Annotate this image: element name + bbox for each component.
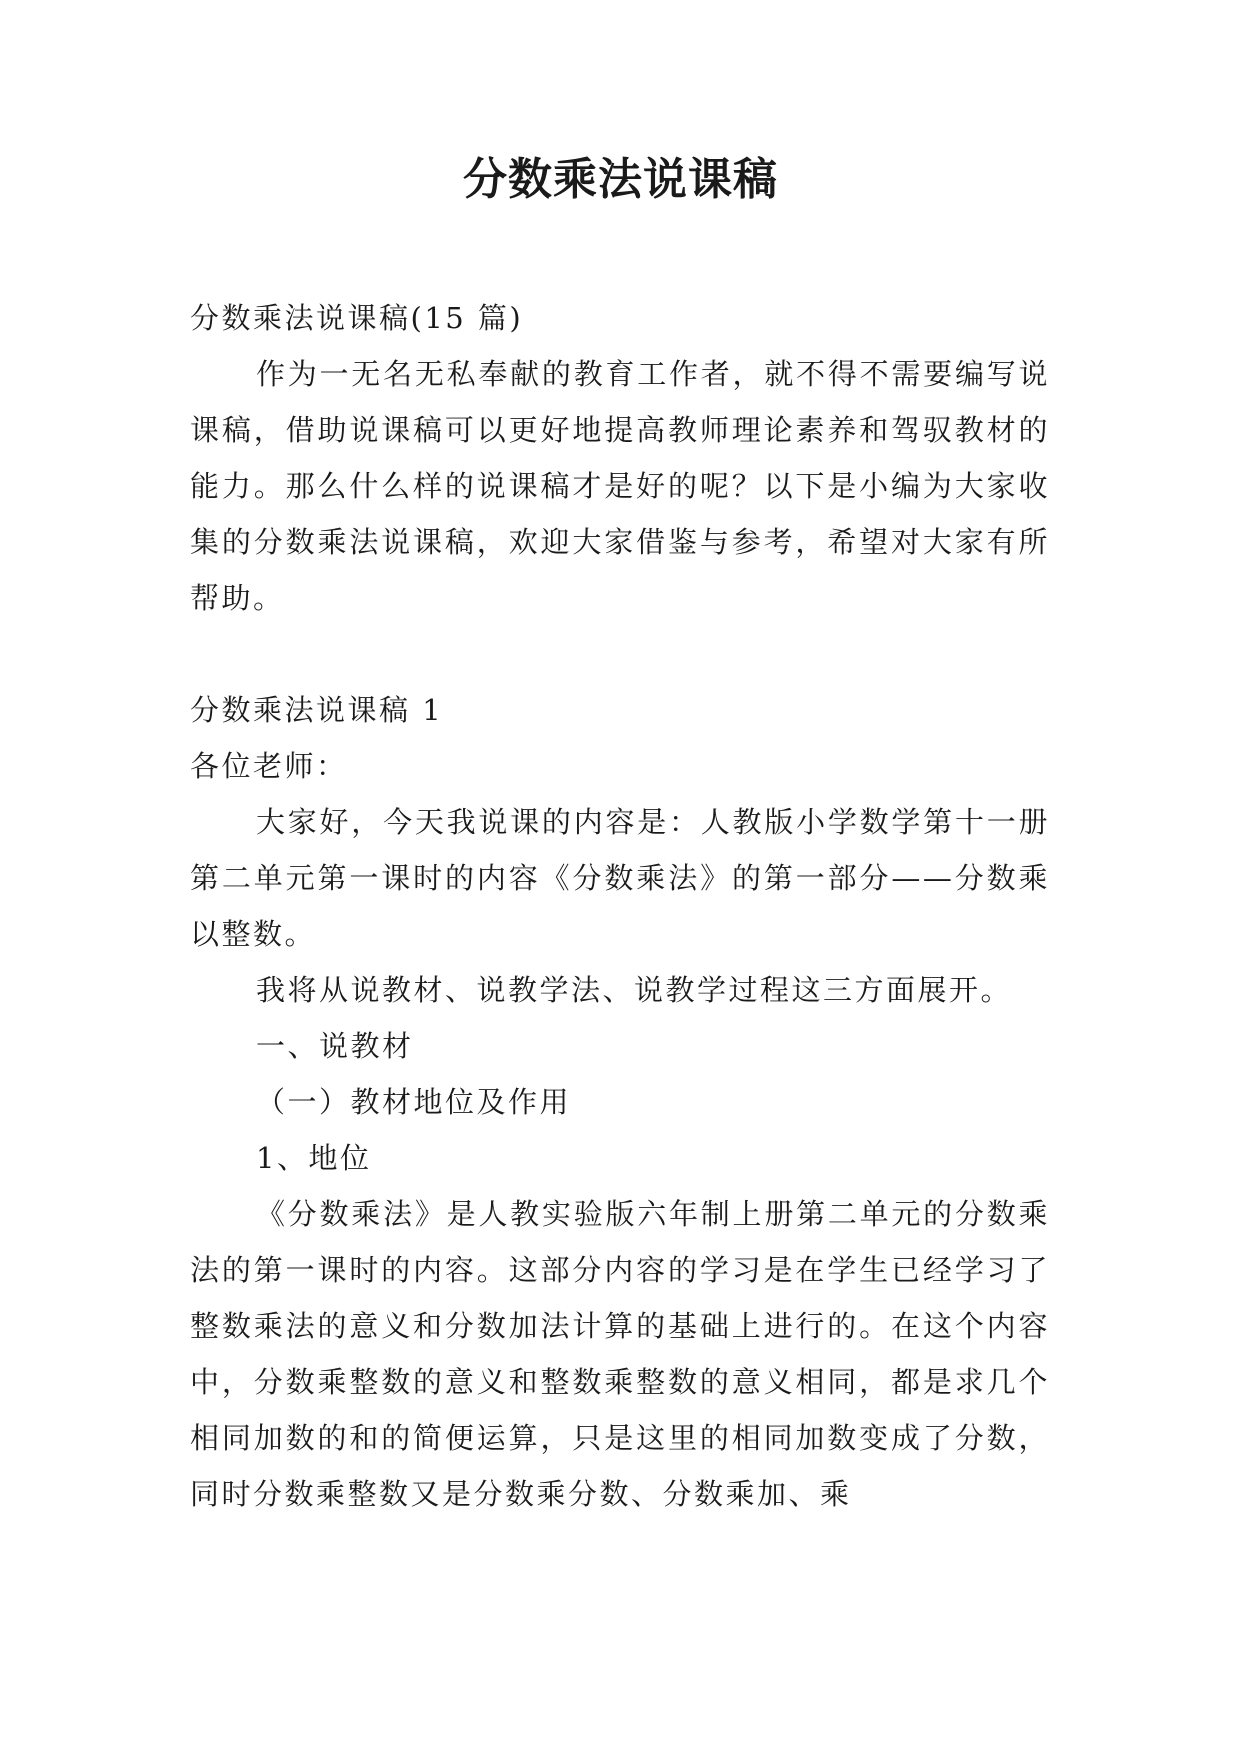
intro-paragraph: 作为一无名无私奉献的教育工作者，就不得不需要编写说课稿，借助说课稿可以更好地提高教师理论素养和驾驭教材的能力。那么什么样的说课稿才是好的呢？以下是小编为大家收集的分数乘法说课稿，欢迎大家借鉴与参考，希望对大家有所帮助。 [190,357,1050,615]
document-title: 分数乘法说课稿 [463,154,778,205]
heading-level-3: 1、地位 [256,1141,372,1175]
heading-level-2: （一）教材地位及作用 [256,1085,572,1119]
section-heading: 分数乘法说课稿 1 [190,693,444,727]
document-subtitle: 分数乘法说课稿(15 篇) [190,301,524,335]
greeting-line: 各位老师： [190,749,348,783]
paragraph-3: 《分数乘法》是人教实验版六年制上册第二单元的分数乘法的第一课时的内容。这部分内容的学习是在学生已经学习了整数乘法的意义和分数加法计算的基础上进行的。在这个内容中，分数乘整数的意义和整数乘整数的意义相同，都是求几个相同加数的和的简便运算，只是这里的相同加数变成了分数，同时分数乘整数又是分数乘分数、分数乘加、乘 [190,1197,1050,1511]
section-spacer [190,626,1050,682]
paragraph-1: 大家好，今天我说课的内容是：人教版小学数学第十一册第二单元第一课时的内容《分数乘法》的第一部分——分数乘以整数。 [190,805,1050,951]
paragraph-2: 我将从说教材、说教学法、说教学过程这三方面展开。 [256,973,1013,1007]
document-body [190,290,1050,1522]
heading-level-1: 一、说教材 [256,1029,414,1063]
